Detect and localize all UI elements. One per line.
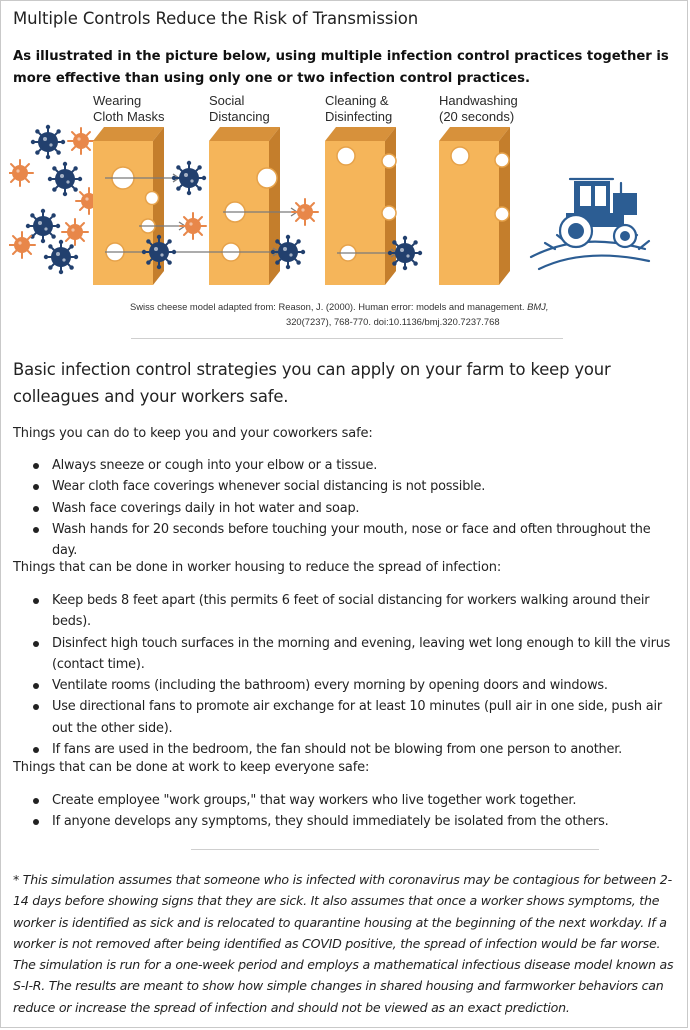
divider xyxy=(191,849,599,850)
list-item: Wash face coverings daily in hot water and soap. xyxy=(1,498,689,519)
slice-label-cleaning: Cleaning & Disinfecting xyxy=(325,93,393,124)
virus-icon xyxy=(9,160,33,186)
footnote: * This simulation assumes that someone who is infected with coronavirus may be contagious for between 2-14 days before showing signs that they are sick. It also assumes that once a worker shows symptoms, the worker is identified as sick and is relocated to quarantine housing at the beginning of the next workday. If a worker is not removed after being identified as COVID positive, the spread of infection would be far worse. The simulation is run for a one-week period and employs a mathematical infectious disease model known as S-I-R. The results are meant to show how simple changes in shared housing and farmworker behaviors can reduce or increase the spread of infection and should not be viewed as an exact prediction. xyxy=(13,872,674,1015)
list-item: If fans are used in the bedroom, the fan should not be blowing from one person to another. xyxy=(1,739,689,760)
virus-icon xyxy=(180,213,206,239)
list-item: Keep beds 8 feet apart (this permits 6 feet of social distancing for workers walking around their beds). xyxy=(1,590,689,633)
virus-icon xyxy=(292,199,318,225)
list-item: Ventilate rooms (including the bathroom) every morning by opening doors and windows. xyxy=(1,675,689,696)
slice-label-masks: Wearing Cloth Masks xyxy=(93,93,165,124)
list-personal xyxy=(1,455,689,561)
list-housing xyxy=(1,590,689,760)
cheese-slice-distancing xyxy=(209,127,280,285)
slice-label-handwashing: Handwashing (20 seconds) xyxy=(439,93,518,124)
virus-icon xyxy=(62,219,88,245)
cheese-slice-handwashing xyxy=(439,127,510,285)
virus-icon xyxy=(68,128,94,154)
virus-icon xyxy=(48,162,82,196)
section-heading: Basic infection control strategies you can apply on your farm to keep your colleagues and your workers safe. xyxy=(13,360,611,406)
virus-icon xyxy=(31,125,65,159)
virus-icon xyxy=(44,240,78,274)
intro-paragraph: As illustrated in the picture below, using multiple infection control practices together is more effective than using only one or two infection control practices. xyxy=(13,49,669,86)
virus-icon xyxy=(271,235,305,269)
group-intro-personal: Things you can do to keep you and your coworkers safe: xyxy=(13,426,373,441)
virus-icon xyxy=(9,232,35,258)
list-item: Wash hands for 20 seconds before touching your mouth, nose or face and often throughout the day. xyxy=(1,519,689,562)
group-intro-housing: Things that can be done in worker housing to reduce the spread of infection: xyxy=(13,560,502,575)
list-work xyxy=(1,790,689,833)
virus-icon xyxy=(26,209,60,243)
diagram-caption-line2: 320(7237), 768-770. doi:10.1136/bmj.320.7237.768 xyxy=(286,316,500,327)
swiss-cheese-diagram xyxy=(9,89,683,294)
divider xyxy=(131,338,563,339)
list-item: Create employee "work groups," that way workers who live together work together. xyxy=(1,790,689,811)
list-item: Always sneeze or cough into your elbow or a tissue. xyxy=(1,455,689,476)
page-title: Multiple Controls Reduce the Risk of Transmission xyxy=(13,9,419,28)
slice-label-distancing: Social Distancing xyxy=(209,93,270,124)
list-item: If anyone develops any symptoms, they should immediately be isolated from the others. xyxy=(1,811,689,832)
virus-icon xyxy=(172,161,206,195)
tractor-icon xyxy=(531,179,649,269)
diagram-caption-line1: Swiss cheese model adapted from: Reason, J. (2000). Human error: models and management. BMJ, xyxy=(130,301,549,312)
list-item: Disinfect high touch surfaces in the morning and evening, leaving wet long enough to kill the virus (contact time). xyxy=(1,633,689,676)
virus-icon xyxy=(388,236,422,270)
virus-icon xyxy=(142,235,176,269)
cheese-slice-cleaning xyxy=(325,127,396,285)
list-item: Wear cloth face coverings whenever social distancing is not possible. xyxy=(1,476,689,497)
group-intro-work: Things that can be done at work to keep everyone safe: xyxy=(13,760,370,775)
cheese-slice-masks xyxy=(93,127,164,285)
list-item: Use directional fans to promote air exchange for at least 10 minutes (pull air in one side, push air out the other side). xyxy=(1,696,689,739)
